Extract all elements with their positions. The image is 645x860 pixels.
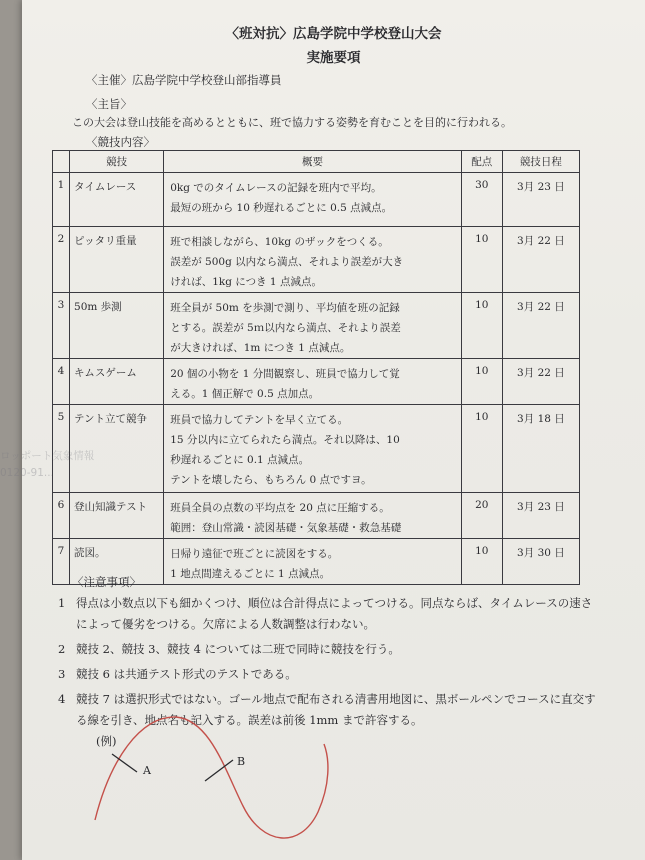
header-cell-summary: 概要 (164, 151, 462, 173)
event-date: 3月 18 日 (502, 405, 579, 493)
summary-line: 誤差が 500g 以内なら満点、それより誤差が大き (170, 256, 404, 268)
events-heading: 〈競技内容〉 (86, 135, 155, 149)
sticker-line: ロッポート気象情報 (0, 450, 95, 462)
summary-line: 班で相談しながら、10kg のザックをつくる。 (170, 236, 389, 248)
event-points: 10 (461, 359, 502, 405)
event-name: キムスゲーム (70, 359, 164, 405)
example-label: (例) (96, 734, 117, 748)
note-number: 4 (58, 692, 66, 706)
row-number: 7 (53, 539, 70, 585)
event-name: テント立て競争 (70, 405, 164, 493)
notes-heading: 〈注意事項〉 (72, 575, 141, 589)
row-number: 4 (53, 359, 70, 405)
event-date: 3月 23 日 (502, 493, 579, 539)
sticker-line: 0120-91... (0, 467, 54, 479)
point-label-a: A (143, 764, 151, 777)
course-curve (95, 717, 328, 838)
document-title: 〈班対抗〉広島学院中学校登山大会 (225, 26, 442, 42)
event-name: ピッタリ重量 (70, 227, 164, 293)
event-date: 3月 30 日 (502, 539, 579, 585)
note-number: 1 (58, 596, 66, 610)
point-label-b: B (237, 755, 246, 768)
summary-line: 日帰り遠征で班ごとに読図をする。 (170, 548, 339, 560)
event-points: 10 (461, 293, 502, 359)
header-cell-date: 競技日程 (502, 151, 579, 173)
summary-line: とする。誤差が 5ｍ以内なら満点、それより誤差 (170, 322, 401, 334)
event-points: 10 (461, 405, 502, 493)
summary-line: 秒遅れるごとに 0.1 点減点。 (170, 454, 310, 466)
event-name: タイムレース (70, 173, 164, 227)
note-number: 3 (58, 667, 66, 681)
summary-line: 最短の班から 10 秒遅れるごとに 0.5 点減点。 (170, 202, 393, 214)
cross-line-b (205, 760, 233, 781)
summary-line: える。1 個正解で 0.5 点加点。 (170, 388, 320, 400)
row-number: 1 (53, 173, 70, 227)
purpose-heading: 〈主旨〉 (86, 97, 132, 111)
summary-line: 20 個の小物を 1 分間観察し、班員で協力して覚 (170, 368, 400, 380)
event-points: 10 (461, 539, 502, 585)
summary-line: 1 地点間違えるごとに 1 点減点。 (170, 568, 331, 580)
event-name: 読図。 (70, 539, 164, 585)
summary-line: ければ、1kg につき 1 点減点。 (170, 276, 322, 288)
summary-line: 班全員が 50m を歩測で測り、平均値を班の記録 (170, 302, 400, 314)
header-cell-points: 配点 (461, 151, 502, 173)
event-date: 3月 22 日 (502, 293, 579, 359)
event-points: 20 (461, 493, 502, 539)
event-date: 3月 22 日 (502, 227, 579, 293)
summary-line: 範囲：登山常識・読図基礎・気象基礎・救急基礎 (170, 522, 402, 534)
summary-line: テントを壊したら、もちろん 0 点ですヨ。 (170, 474, 372, 486)
row-number: 5 (53, 405, 70, 493)
row-number: 6 (53, 493, 70, 539)
header-cell-event: 競技 (70, 151, 164, 173)
summary-line: 0kg でのタイムレースの記録を班内で平均。 (170, 182, 382, 194)
summary-line: 15 分以内に立てられたら満点。それ以降は、10 (170, 434, 400, 446)
row-number: 2 (53, 227, 70, 293)
event-points: 10 (461, 227, 502, 293)
event-name: 登山知識テスト (70, 493, 164, 539)
event-date: 3月 22 日 (502, 359, 579, 405)
organizer-line: 〈主催〉広島学院中学校登山部指導員 (86, 73, 282, 87)
event-name: 50m 歩測 (70, 293, 164, 359)
purpose-text: この大会は登山技能を高めるとともに、班で協力する姿勢を育むことを目的に行われる。 (72, 116, 512, 129)
note-text: 競技 2、競技 3、競技 4 については二班で同時に競技を行う。 (76, 642, 400, 656)
note-text: 得点は小数点以下も細かくつけ、順位は合計得点によってつける。同点ならば、タイムレースの速さによって優劣をつける。欠席による人数調整は行わない。 (76, 596, 593, 631)
note-text: 競技 7 は選択形式ではない。ゴール地点で配布される清書用地図に、黒ボールペンでコースに直交する線を引き、地点名も記入する。誤差は前後 1mm まで許容する。 (76, 692, 596, 727)
event-points: 30 (461, 173, 502, 227)
note-number: 2 (58, 642, 66, 656)
event-date: 3月 23 日 (502, 173, 579, 227)
note-text: 競技 6 は共通テスト形式のテストである。 (76, 667, 297, 681)
row-number: 3 (53, 293, 70, 359)
summary-line: 班員で協力してテントを早く立てる。 (170, 414, 349, 426)
summary-line: が大きければ、1m につき 1 点減点。 (170, 342, 351, 354)
document-subtitle: 実施要項 (306, 50, 361, 66)
summary-line: 班員全員の点数の平均点を 20 点に圧縮する。 (170, 502, 390, 514)
